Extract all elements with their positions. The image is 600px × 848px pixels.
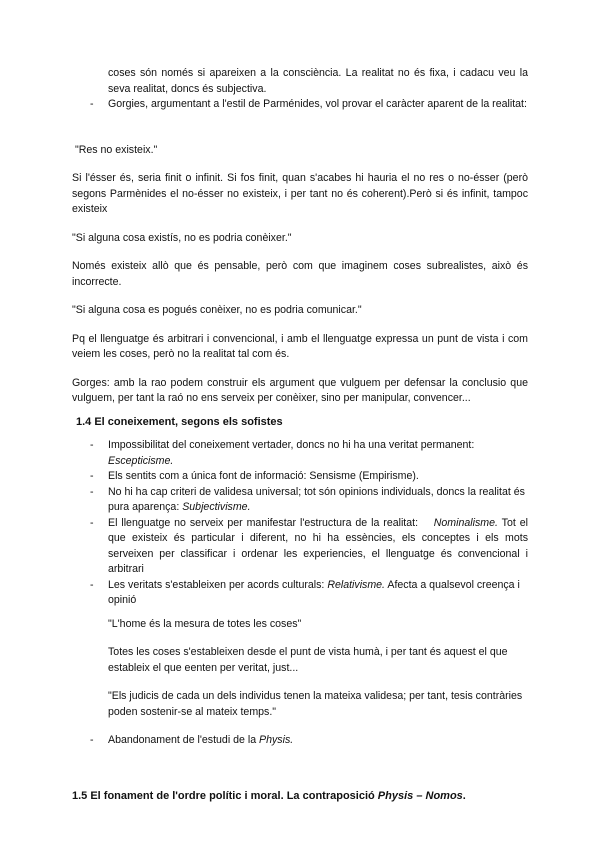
document-page [72,66,528,804]
list-item-text: Les veritats s'estableixen per acords culturals: [108,578,325,591]
continuation-paragraph: coses són només si apareixen a la consciència. La realitat no és fixa, i cadacu veu la seva realitat, doncs és subjectiva. [108,67,528,95]
paragraph-gorges: Gorges: amb la rao podem construir els argument que vulguem per defensar la conclusio que vulguem, per tant la raó no ens serveix per conèixer, sino per manipular, convencer... [72,376,528,404]
paragraph-llenguatge: Pq el llenguatge és arbitrari i convencional, i amb el llenguatge expressa un punt de vista i com veiem les coses, però no la realitat tal com és. [72,332,528,360]
list-item-nominalisme [72,516,528,578]
heading-term-physis: Physis [377,789,414,802]
list-dash: - [90,470,94,482]
heading-text: 1.5 El fonament de l'ordre polític i moral. La contraposició [72,789,378,802]
list-item-gorgies [72,97,528,113]
list-dash: - [90,578,94,591]
list-item-sensisme [72,469,528,485]
paragraph-punt-de-vista: Totes les coses s'estableixen desde el punt de vista humà, i per tant és aquest el que estableix el que eenten per veritat, just... [108,646,508,674]
list-dash: - [90,98,94,110]
list-item-escepticisme [72,438,528,469]
list-item-text: Tot el que existeix és particular i diferent, no hi ha essències, els conceptes i els mots serveixen per classificar i ordenar les experiencies, el llenguatge és convencional i arbitrari [108,516,528,575]
list-item-term: Physis. [259,734,294,746]
paragraph-esser: Si l'ésser és, seria finit o infinit. Si fos finit, quan s'acabes hi hauria el no res o no-ésser (però segons Parmènides el no-ésser no existeix, i per tant no és coherent).Però si és infinit, tampoc existeix [72,172,528,215]
quote-res-no-existeix: "Res no existeix." [75,143,158,156]
list-item-physis [72,733,528,749]
list-dash: - [90,516,94,529]
quote-conèixer: "Si alguna cosa existís, no es podria conèixer." [72,231,292,244]
section-heading-1-5 [72,789,528,805]
list-item-text: Afecta a qualsevol creença i opinió [108,578,520,606]
quote-comunicar: "Si alguna cosa es pogués conèixer, no es podria comunicar." [72,304,362,316]
heading-period: . [462,789,466,802]
quote-judicis: "Els judicis de cada un dels individus tenen la mateixa validesa; per tant, tesis contràries poden sostenir-se al mateix temps." [108,690,523,718]
list-dash: - [90,439,94,451]
list-item-term: Escepticisme. [108,454,174,467]
section-heading-1-4: 1.4 El coneixement, segons els sofistes [76,415,283,428]
list-item-text: Abandonament de l'estudi de la [108,734,257,746]
list-item-text: El llenguatge no serveix per manifestar l'estructura de la realitat: [108,516,419,529]
quote-home-mesura: "L'home és la mesura de totes les coses" [108,617,302,630]
list-dash: - [90,734,94,746]
list-item-text: Impossibilitat del coneixement vertader, doncs no hi ha una veritat permanent: [108,439,475,451]
list-item-subjectivisme [72,485,528,516]
heading-term-nomos: Nomos [425,789,463,802]
list-item-term: Relativisme. [327,578,386,591]
list-dash: - [90,485,94,498]
list-item-text: No hi ha cap criteri de validesa universal; tot són opinions individuals, doncs la realitat és pura aparença: [108,485,525,513]
list-item-text: Els sentits com a única font de informació: Sensisme (Empirisme). [108,470,419,482]
list-item-term: Nominalisme. [433,516,498,529]
list-item-text: Gorgies, argumentant a l'estil de Parménides, vol provar el caràcter aparent de la realitat: [108,98,527,110]
list-item-term: Subjectivisme. [182,501,251,513]
paragraph-pensable: Només existeix allò que és pensable, però com que imaginem coses subrealistes, això és incorrecte. [72,260,528,288]
list-item-relativisme [72,578,528,609]
heading-separator: – [413,789,426,802]
